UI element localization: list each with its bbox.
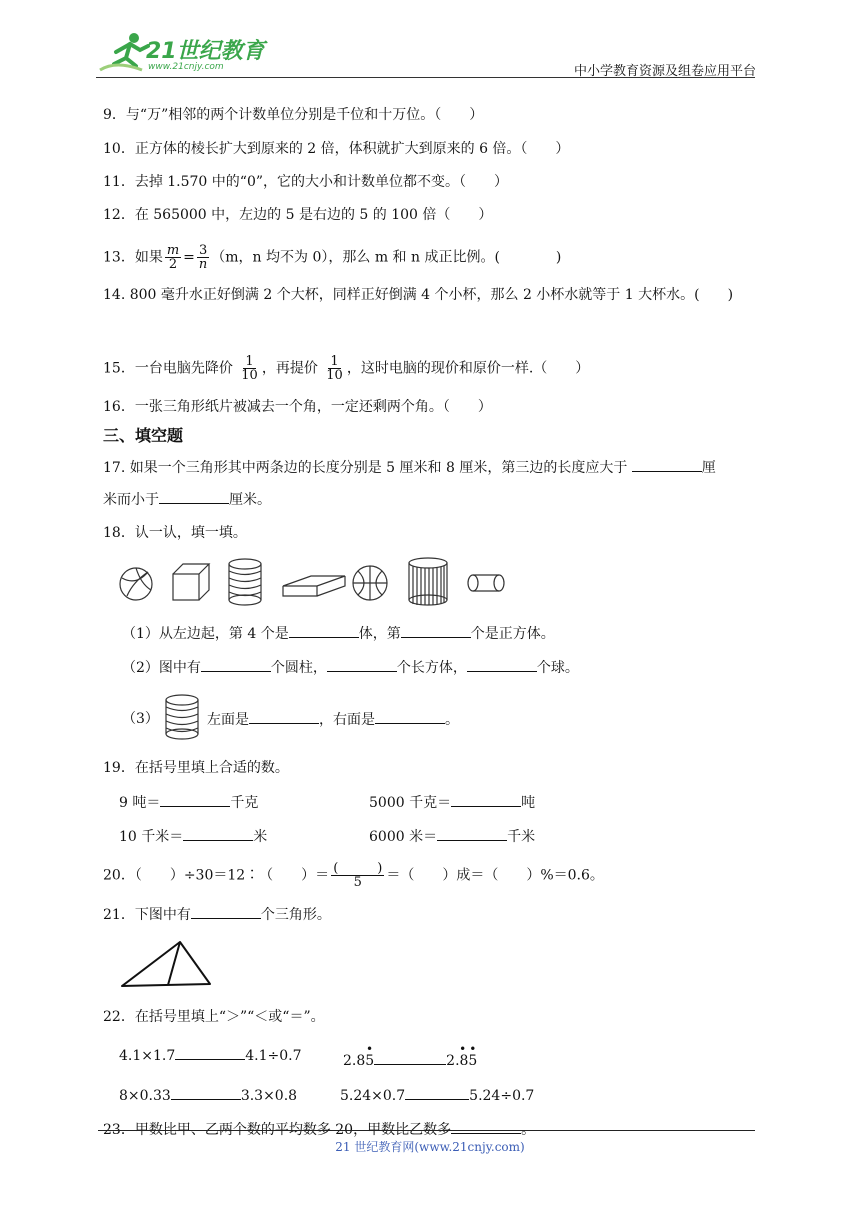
- q18-p2-blank-1[interactable]: [201, 657, 271, 672]
- coin-stack-cylinder-icon: [229, 559, 261, 605]
- q15-prefix: 15．一台电脑先降价: [103, 360, 233, 377]
- q17-text-c: 米而小于: [103, 492, 159, 508]
- small-cylinder-icon: [468, 575, 504, 591]
- ribbed-cylinder-icon: [409, 558, 447, 605]
- q19-row1-left: [119, 792, 258, 813]
- q19-blank-4[interactable]: [437, 826, 507, 841]
- q13-fraction-3-over-n: [197, 244, 209, 271]
- q13-suffix: （m，n 均不为 0），那么 m 和 n 成正比例。( ): [211, 249, 562, 266]
- section-heading-fill-in: 三、填空题: [103, 426, 184, 445]
- q17-text-a: 17. 如果一个三角形其中两条边的长度分别是 5 厘米和 8 厘米，第三边的长度应大于: [103, 460, 628, 476]
- q13-prefix: 13．如果: [103, 249, 163, 266]
- q15-fraction-1: [239, 355, 260, 382]
- q13-frac1-num: m: [166, 243, 180, 258]
- q18-p1-blank-2[interactable]: [401, 623, 471, 638]
- q21-text-b: 个三角形。: [260, 907, 331, 923]
- q19-r1a: 9 吨＝: [119, 795, 161, 811]
- q17-blank-2[interactable]: [159, 489, 229, 504]
- q13-frac2-den: n: [198, 257, 208, 272]
- question-17-line2: [103, 489, 271, 510]
- q18-p2-blank-2[interactable]: [327, 657, 397, 672]
- q18-p3-blank-1[interactable]: [249, 709, 319, 724]
- question-13: [103, 244, 561, 271]
- question-16: 16．一张三角形纸片被减去一个角，一定还剩两个角。（ ）: [103, 399, 492, 415]
- q22-blank-4[interactable]: [405, 1085, 469, 1100]
- cube-icon: [173, 564, 209, 600]
- q18-p2-text-a: （2）图中有: [122, 660, 201, 676]
- question-21: [103, 904, 331, 925]
- q15-frac2-num: 1: [330, 354, 339, 369]
- q19-blank-3[interactable]: [183, 826, 253, 841]
- q22-r1c: 2.85: [343, 1053, 375, 1069]
- q18-p3-text-a: （3）: [122, 711, 159, 727]
- q13-frac1-den: 2: [168, 257, 178, 272]
- logo-text: 21世纪教育: [146, 39, 265, 64]
- q22-r1d: 2.85: [446, 1053, 478, 1069]
- q18-p2-text-b: 个圆柱，: [270, 660, 327, 676]
- q23-text-b: 。: [521, 1122, 536, 1138]
- q18-p2-text-c: 个长方体，: [396, 660, 467, 676]
- q18-p3-text-d: 。: [445, 712, 459, 728]
- repeat-dot: •: [366, 1042, 374, 1056]
- question-9: 9．与“万”相邻的两个计数单位分别是千位和十万位。（ ）: [103, 107, 484, 123]
- q20-frac-num[interactable]: ( ): [333, 861, 383, 876]
- q22-row2-left: [119, 1085, 297, 1106]
- header-rule: [96, 77, 755, 78]
- q23-blank[interactable]: [451, 1119, 521, 1134]
- q13-frac2-num: 3: [198, 243, 208, 258]
- q22-r2b: 3.3×0.8: [240, 1088, 298, 1104]
- q22-row1-left: [119, 1045, 302, 1066]
- q22-r1b: 4.1÷0.7: [245, 1048, 302, 1064]
- q21-blank[interactable]: [191, 904, 261, 919]
- q22-row1-right: [343, 1042, 480, 1071]
- footer-text: 21 世纪教育网(www.21cnjy.com): [335, 1140, 525, 1154]
- question-19-title: 19．在括号里填上合适的数。: [103, 760, 289, 776]
- q19-r2d: 千米: [507, 829, 536, 845]
- q17-text-d: 厘米。: [229, 492, 271, 508]
- q19-r1b: 千克: [230, 795, 259, 811]
- question-10: 10．正方体的棱长扩大到原来的 2 倍，体积就扩大到原来的 6 倍。（ ）: [103, 141, 570, 157]
- q18-solids-row: [115, 556, 515, 608]
- q20-frac-den: 5: [353, 875, 362, 890]
- q17-blank-1[interactable]: [632, 457, 702, 472]
- q22-r2a: 8×0.33: [119, 1088, 171, 1104]
- q17-text-b: 厘: [701, 460, 716, 476]
- q18-p1-blank-1[interactable]: [289, 623, 359, 638]
- q22-repeating-decimal-2: [446, 1042, 480, 1071]
- q19-r2a: 10 千米＝: [119, 829, 184, 845]
- question-18-title: 18．认一认，填一填。: [103, 525, 247, 541]
- header-platform-text: 中小学教育资源及组卷应用平台: [573, 64, 756, 79]
- repeat-dots: ••: [459, 1042, 480, 1056]
- q19-r2c: 6000 米＝: [369, 829, 438, 845]
- q18-part3-rest: [207, 709, 459, 730]
- q18-p1-text-b: 体，第: [358, 626, 401, 642]
- q20-fraction-blank-over-5: [331, 862, 384, 889]
- footer-rule: [98, 1130, 755, 1131]
- q15-fraction-2: [324, 355, 345, 382]
- q18-p3-text-b: 左面是: [207, 712, 249, 728]
- q19-row1-right: [369, 792, 535, 813]
- q22-blank-3[interactable]: [171, 1085, 241, 1100]
- q19-row2-left: [119, 826, 267, 847]
- q22-r1a: 4.1×1.7: [119, 1048, 176, 1064]
- q19-r1c: 5000 千克＝: [369, 795, 452, 811]
- q13-equals: =: [183, 249, 195, 266]
- q18-p2-text-d: 个球。: [536, 660, 579, 676]
- q22-row2-right: [340, 1085, 534, 1106]
- logo-url: www.21cnjy.com: [148, 62, 224, 72]
- coin-stack-small-icon: [163, 694, 203, 742]
- q15-frac1-den: 10: [241, 368, 258, 383]
- q23-text-a: 23．甲数比甲、乙两个数的平均数多 20，甲数比乙数多: [103, 1122, 452, 1138]
- q18-part2: [122, 657, 579, 678]
- q18-p2-blank-3[interactable]: [467, 657, 537, 672]
- question-11: 11．去掉 1.570 中的“0”，它的大小和计数单位都不变。（ ）: [103, 174, 509, 190]
- q21-text-a: 21．下图中有: [103, 907, 191, 923]
- q22-blank-1[interactable]: [175, 1045, 245, 1060]
- question-20: [103, 862, 604, 889]
- q18-part1: [122, 623, 555, 644]
- q18-p3-blank-2[interactable]: [375, 709, 445, 724]
- question-22-title: 22．在括号里填上“＞”“＜或“＝”。: [103, 1009, 325, 1025]
- q19-row2-right: [369, 826, 535, 847]
- question-15: [103, 355, 589, 382]
- q15-frac2-den: 10: [326, 368, 343, 383]
- q15-suffix: ，这时电脑的现价和原价一样.（ ）: [346, 360, 590, 377]
- question-17-line1: [103, 457, 716, 478]
- q15-mid: ，再提价: [261, 360, 318, 377]
- logo: [96, 30, 266, 76]
- q20-text-b: ＝（ ）成＝（ ）%＝0.6。: [386, 867, 604, 884]
- q20-text-a: 20．（ ）÷30＝12∶（ ）＝: [103, 867, 330, 884]
- basketball-icon: [353, 566, 387, 600]
- q19-blank-2[interactable]: [451, 792, 521, 807]
- q18-p3-text-c: ，右面是: [319, 712, 375, 728]
- q13-fraction-m-over-2: [165, 244, 181, 271]
- q18-p1-text-a: （1）从左边起，第 4 个是: [122, 626, 289, 642]
- q22-repeating-decimal-1: [343, 1042, 375, 1071]
- volleyball-icon: [120, 568, 152, 600]
- q18-part3: [122, 709, 159, 729]
- q15-frac1-num: 1: [245, 354, 254, 369]
- question-12: 12．在 565000 中，左边的 5 是右边的 5 的 100 倍（ ）: [103, 207, 493, 223]
- q19-r2b: 米: [253, 829, 268, 845]
- q18-p1-text-c: 个是正方体。: [470, 626, 555, 642]
- q19-r1d: 吨: [521, 795, 536, 811]
- flat-box-icon: [283, 576, 345, 596]
- q22-blank-2[interactable]: [374, 1050, 446, 1065]
- question-14: 14. 800 毫升水正好倒满 2 个大杯，同样正好倒满 4 个小杯，那么 2 小杯水就等于 1 大杯水。( ): [103, 287, 734, 303]
- q22-r2d: 5.24÷0.7: [469, 1088, 535, 1104]
- q21-triangle-figure: [118, 938, 214, 990]
- q22-r2c: 5.24×0.7: [340, 1088, 406, 1104]
- q19-blank-1[interactable]: [160, 792, 230, 807]
